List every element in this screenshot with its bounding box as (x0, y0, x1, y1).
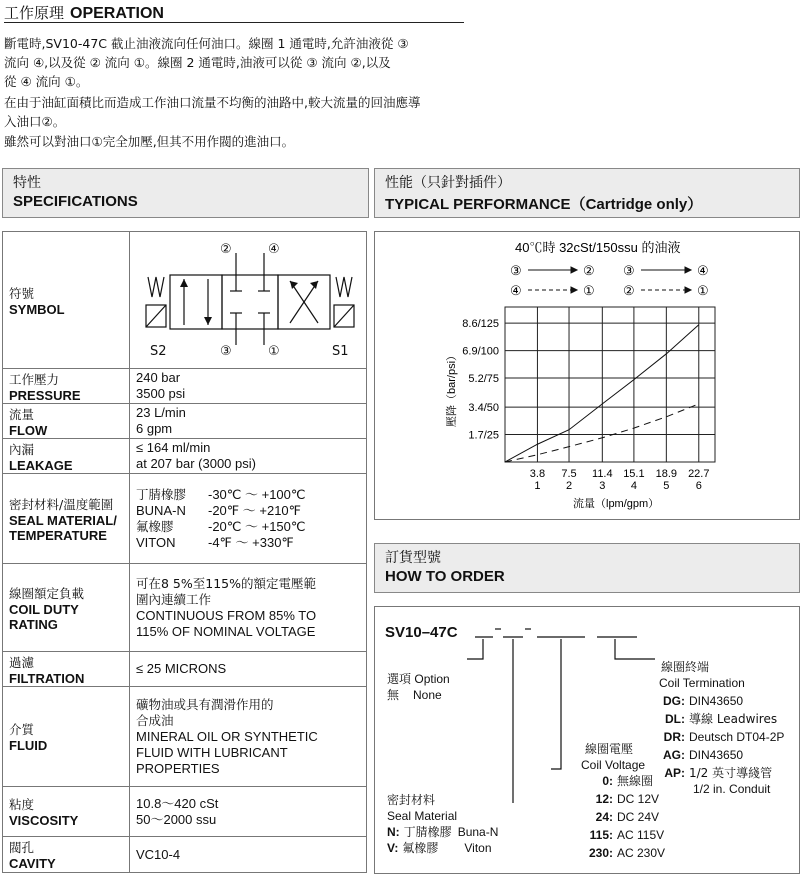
spec-value-line: at 207 bar (3000 psi) (136, 456, 256, 471)
spec-row-symbol (3, 232, 367, 369)
spec-label-cell (3, 837, 130, 873)
seal-range: -20℉ ～ +210℉ (208, 502, 302, 518)
seal-name: VITON (136, 534, 176, 550)
spec-value-pressure (130, 369, 367, 404)
seal-code: N: (387, 825, 400, 839)
spec-label-en-2: TEMPERATURE (9, 527, 107, 543)
order-model-code: SV10–47C (385, 624, 458, 641)
legend-to: ② (583, 263, 595, 278)
symbol-s2-label: S2 (150, 344, 167, 359)
operation-title-rule (4, 22, 464, 23)
spec-label-cell (3, 369, 130, 404)
seal-option-v (387, 840, 492, 855)
spec-row-flow (3, 404, 367, 439)
y-tick-label: 8.6/125 (462, 318, 499, 331)
voltage-code: 12: (595, 792, 613, 806)
specifications-header (2, 168, 369, 218)
legend-from: ③ (510, 263, 522, 278)
y-tick-label: 3.4/50 (468, 402, 499, 415)
termination-code: DG: (663, 694, 685, 708)
option-label (387, 672, 450, 686)
seal-range: -4℉ ～ +330℉ (208, 534, 294, 550)
spec-value-flow (130, 404, 367, 439)
chart-y-ticks (462, 318, 499, 441)
x-tick-label: 18.9 (655, 468, 678, 480)
spec-value-symbol (130, 232, 367, 369)
option-label-en: Option (414, 672, 450, 686)
spec-label-en-2: RATING (9, 616, 58, 632)
voltage-desc: AC 115V (617, 828, 665, 842)
spec-value-coil-duty (130, 564, 367, 652)
seal-en: Viton (464, 841, 492, 855)
x-tick-label-gpm: 6 (695, 480, 702, 492)
x-tick-label: 15.1 (623, 468, 645, 480)
termination-label-en: Coil Termination (659, 676, 745, 690)
specifications-table (2, 231, 367, 873)
legend-from: ④ (510, 283, 522, 298)
connector-option (467, 639, 483, 659)
valve-box-center (222, 275, 278, 329)
y-tick-label: 1.7/25 (468, 429, 499, 442)
spec-label-zh: 流量 (9, 406, 35, 422)
termination-options (663, 694, 784, 796)
spec-row-leakage (3, 439, 367, 474)
valve-symbol-diagram (140, 235, 360, 365)
solenoid-s2-spring (148, 277, 164, 297)
x-tick-label-gpm: 5 (663, 480, 670, 492)
termination-code: DR: (663, 730, 685, 744)
spec-value-line: 3500 psi (136, 386, 186, 401)
spec-label-en: CAVITY (9, 856, 56, 871)
connector-voltage (551, 639, 561, 769)
spec-value-fluid (130, 687, 367, 787)
legend-from: ③ (623, 263, 635, 278)
chart-y-label: 壓降（bar/psi） (446, 349, 458, 427)
spec-label-zh: 線圈額定負載 (9, 585, 85, 601)
solenoid-s1-spring (336, 277, 352, 297)
y-tick-label: 6.9/100 (462, 345, 499, 358)
option-none-zh: 無 (387, 688, 400, 702)
spec-label-cell (3, 652, 130, 687)
operation-line-5: 入油口②。 (4, 114, 66, 129)
x-tick-label-gpm: 2 (565, 480, 573, 492)
spec-value-line: VC10-4 (136, 846, 181, 862)
operation-line-4: 在由于油缸面積比而造成工作油口流量不均衡的油路中,較大流量的回油應導 (4, 95, 421, 110)
x-tick-label-gpm: 3 (599, 480, 606, 492)
order-header-zh: 訂貨型號 (385, 550, 441, 566)
spec-value-line: 礦物油或具有潤滑作用的 (136, 696, 274, 712)
operation-line-1: 斷電時,SV10-47C 截止油液流向任何油口。線圈 1 通電時,允許油液從 ③ (4, 36, 409, 51)
spec-label-cell (3, 232, 130, 369)
voltage-code: 24: (595, 810, 613, 824)
spec-label-en: FLOW (9, 422, 48, 438)
seal-row (136, 487, 360, 503)
spec-label-cell (3, 687, 130, 787)
spec-row-seal (3, 474, 367, 564)
spec-label-zh: 符號 (9, 285, 35, 301)
spec-row-coil-duty (3, 564, 367, 652)
operation-line-3: 從 ④ 流向 ①。 (4, 74, 89, 89)
spec-label-zh: 內漏 (9, 441, 35, 457)
seal-name: 氟橡膠 (136, 518, 174, 534)
spec-value-viscosity (130, 787, 367, 837)
spec-value-line: PROPERTIES (136, 760, 220, 776)
termination-desc: 導線 Leadwires (689, 712, 778, 726)
seal-name: BUNA-N (136, 502, 186, 518)
seal-zh: 氟橡膠 (402, 841, 439, 855)
spec-label-zh: 粘度 (9, 797, 35, 812)
chart-legend (510, 263, 709, 298)
legend-to: ① (583, 283, 595, 298)
operation-title-en: OPERATION (70, 5, 164, 22)
spec-value-filtration (130, 652, 367, 687)
y-tick-label: 5.2/75 (468, 373, 499, 386)
chart-title: 40℃時 32cSt/150ssu 的油液 (515, 240, 681, 255)
legend-to: ① (697, 283, 709, 298)
spec-label-cell (3, 404, 130, 439)
spec-value-line: 合成油 (136, 712, 174, 728)
performance-header-zh: 性能（只針對插件） (385, 175, 511, 191)
termination-desc: DIN43650 (689, 748, 744, 762)
spec-value-seal (130, 474, 367, 564)
specifications-header-en: SPECIFICATIONS (13, 193, 138, 210)
spec-value-line: 可在8 5%至115%的額定電壓範 (136, 575, 316, 591)
voltage-desc: AC 230V (617, 846, 666, 860)
performance-header (374, 168, 800, 218)
spec-label-en: VISCOSITY (9, 813, 79, 828)
x-tick-label: 3.8 (529, 468, 546, 480)
spec-label-en: PRESSURE (9, 387, 81, 403)
spec-row-fluid (3, 687, 367, 787)
spec-row-viscosity (3, 787, 367, 837)
termination-label-zh: 線圈終端 (661, 660, 710, 674)
seal-label-en: Seal Material (387, 809, 458, 823)
chart-grid (505, 307, 715, 462)
spec-label-cell (3, 439, 130, 474)
connector-termination (615, 639, 655, 659)
legend-from: ② (623, 283, 635, 298)
voltage-label-zh: 線圈電壓 (585, 742, 634, 756)
voltage-code: 115: (589, 828, 613, 842)
chart-x-label: 流量（lpm/gpm） (573, 498, 660, 510)
spec-value-leakage (130, 439, 367, 474)
performance-chart-box (374, 231, 800, 520)
x-tick-label: 11.4 (592, 468, 613, 480)
spec-value-line: FLUID WITH LUBRICANT (136, 744, 288, 760)
spec-value-line: CONTINUOUS FROM 85% TO (136, 607, 317, 623)
termination-code: AP: (664, 766, 685, 780)
spec-label-en: FLUID (9, 738, 48, 753)
voltage-code: 230: (588, 846, 613, 860)
operation-title-zh: 工作原理 (4, 4, 65, 22)
voltage-desc: DC 24V (617, 810, 660, 824)
spec-label-zh: 閥孔 (9, 840, 35, 855)
symbol-s1-label: S1 (332, 344, 349, 359)
seal-range: -20℃ ～ +150℃ (208, 518, 306, 534)
valve-box-left (170, 275, 222, 329)
spec-label-zh: 密封材料/溫度範圍 (9, 496, 114, 512)
spec-value-line: 23 L/min (136, 405, 186, 420)
x-tick-label: 7.5 (561, 468, 577, 480)
spec-label-en: SYMBOL (9, 301, 65, 317)
spec-value-line: 115% OF NOMINAL VOLTAGE (136, 623, 316, 639)
specifications-header-zh: 特性 (13, 175, 41, 191)
spec-row-pressure (3, 369, 367, 404)
seal-zh: 丁腈橡膠 (403, 825, 452, 839)
seal-option-n (387, 824, 498, 839)
spec-value-line: ≤ 25 MICRONS (136, 661, 227, 676)
seal-code: V: (387, 841, 399, 855)
spec-label-en: LEAKAGE (9, 457, 73, 473)
option-label-zh: 選項 (387, 672, 412, 686)
spec-label-cell (3, 564, 130, 652)
spec-value-line: 圍內連續工作 (136, 591, 212, 607)
voltage-label-en: Coil Voltage (581, 758, 646, 772)
spec-label-en: SEAL MATERIAL/ (9, 512, 117, 528)
spec-value-line: 6 gpm (136, 421, 173, 436)
spec-row-cavity (3, 837, 367, 873)
legend-to: ④ (697, 263, 709, 278)
option-none-en: None (413, 688, 442, 702)
spec-label-cell (3, 787, 130, 837)
spec-row-filtration (3, 652, 367, 687)
voltage-options (589, 774, 665, 860)
termination-code: AG: (663, 748, 685, 762)
symbol-port-3: ③ (220, 344, 232, 359)
seal-row (136, 519, 360, 535)
spec-value-cavity (130, 837, 367, 873)
termination-desc: DIN43650 (689, 694, 744, 708)
seal-en: Buna-N (457, 825, 499, 839)
x-tick-label: 22.7 (688, 468, 710, 480)
termination-desc: 1/2 英寸導綫管 (689, 766, 773, 780)
plot-area (505, 307, 715, 462)
seal-range: -30℃ ～ +100℃ (208, 486, 306, 502)
spec-value-line: 50～2000 ssu (136, 811, 217, 827)
voltage-desc: 無線圈 (617, 774, 654, 788)
spec-label-zh: 過濾 (9, 654, 35, 670)
order-header-en: HOW TO ORDER (385, 568, 505, 585)
symbol-port-4: ④ (268, 242, 280, 257)
spec-value-line: 240 bar (136, 370, 181, 385)
seal-name: 丁腈橡膠 (136, 486, 187, 502)
symbol-port-2: ② (220, 242, 232, 257)
spec-label-en: COIL DUTY (9, 601, 79, 617)
order-header (374, 543, 800, 593)
x-tick-label-gpm: 1 (534, 480, 541, 492)
performance-header-en: TYPICAL PERFORMANCE（Cartridge only） (385, 196, 703, 213)
voltage-desc: DC 12V (617, 792, 660, 806)
spec-value-line: 10.8～420 cSt (136, 795, 219, 811)
spec-value-line: MINERAL OIL OR SYNTHETIC (136, 728, 318, 744)
spec-label-cell (3, 474, 130, 564)
symbol-port-1: ① (268, 344, 280, 359)
order-code-diagram (375, 607, 799, 873)
seal-row (136, 503, 360, 519)
spec-label-en: FILTRATION (9, 670, 85, 686)
operation-line-2: 流向 ④,以及從 ② 流向 ①。線圈 2 通電時,油液可以從 ③ 流向 ②,以及 (4, 55, 391, 70)
voltage-code: 0: (602, 774, 613, 788)
performance-chart (375, 232, 799, 519)
spec-label-zh: 介質 (9, 722, 35, 737)
spec-value-line: ≤ 164 ml/min (136, 440, 211, 455)
legend-arrows (528, 267, 691, 293)
seal-label-zh: 密封材料 (387, 793, 436, 807)
termination-desc-ap-2: 1/2 in. Conduit (693, 782, 771, 796)
order-box (374, 606, 800, 874)
x-tick-label-gpm: 4 (630, 480, 637, 492)
termination-code: DL: (665, 712, 685, 726)
termination-desc: Deutsch DT04-2P (689, 730, 785, 744)
operation-title (4, 2, 164, 23)
chart-x-ticks (530, 468, 710, 492)
spec-label-zh: 工作壓力 (9, 371, 60, 387)
operation-line-6: 雖然可以對油口①完全加壓,但其不用作閥的進油口。 (4, 134, 295, 149)
seal-row (136, 535, 360, 551)
option-none (387, 688, 442, 702)
